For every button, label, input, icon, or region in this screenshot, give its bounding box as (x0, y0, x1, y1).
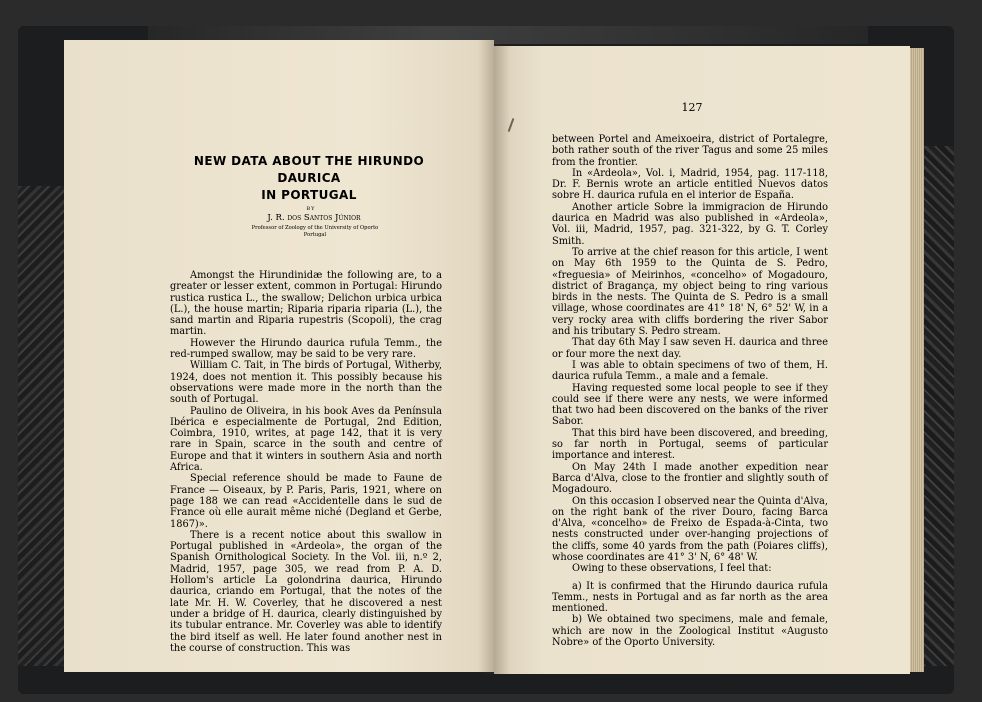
title-line-1: NEW DATA ABOUT THE HIRUNDO DAURICA (193, 154, 425, 185)
paragraph: Amongst the Hirundinidæ the following are, to a greater or lesser extent, common in Portugal: Hirundo rustica rustica L., the swallow; Delichon urbica urbica (L.), the house martin; Riparia riparia riparia (L.), the sand martin and Riparia rupestris (Scopoli), the crag martin. (170, 270, 442, 338)
paragraph: Special reference should be made to Faune de France — Oiseaux, by P. Paris, Paris, 1921, where on page 188 we can read «Accidentelle dans le sud de France où elle aurait même niché (Degland et Gerbe, 1867)». (170, 473, 442, 530)
page-number: 127 (681, 101, 703, 114)
right-body-text (552, 134, 828, 648)
author-name: J. R. dos Santos Júnior (267, 213, 361, 223)
paragraph: b) We obtained two specimens, male and female, which are now in the Zoological Institut «Augusto Nobre» of the Oporto University. (552, 614, 828, 649)
page-edges (910, 48, 924, 672)
paragraph: Owing to these observations, I feel that: (572, 563, 772, 575)
affiliation-line-2: Portugal (303, 232, 327, 238)
paragraph: To arrive at the chief reason for this article, I went on May 6th 1959 to the Quinta de S. Pedro, «freguesia» of Meirinhos, «concelho» of Mogadouro, district of Bragança, my object being to ring various birds in the nests. The Quinta de S. Pedro is a small village, whose coordinates are 41° 18' N, 6° 52' W, in a very rocky area with cliffs bordering the river Sabor and his tributary S. Pedro stream. (552, 246, 828, 338)
title-line-2: IN PORTUGAL (261, 188, 357, 202)
paragraph: That this bird have been discovered, and breeding, so far north in Portugal, seems of particular importance and interest. (552, 427, 828, 462)
paragraph: between Portel and Ameixoeira, district of Portalegre, both rather south of the river Tagus and some 25 miles from the frontier. (552, 134, 828, 168)
author-affiliation (210, 225, 420, 239)
paragraph: That day 6th May I saw seven H. daurica and three or four more the next day. (552, 337, 828, 360)
article-title (176, 153, 442, 204)
paragraph: There is a recent notice about this swallow in Portugal published in «Ardeola», the organ of the Spanish Ornithological Society. In the Vol. iii, n.º 2, Madrid, 1957, page 305, we read from P. A. D. Hollom's article La golondrina daurica, Hirundo daurica, criando em Portugal, that the notes of the late Mr. H. W. Coverley, that he discovered a nest under a bridge of H. daurica, clearly distinguished by its tubular entrance. Mr. Coverley was able to identify the bird itself as well. He later found another nest in the course of construction. This was (170, 529, 442, 654)
paragraph: a) It is confirmed that the Hirundo daurica rufula Temm., nests in Portugal and as far north as the area mentioned. (552, 580, 828, 615)
book-gutter (478, 40, 510, 674)
left-body-text (170, 270, 442, 654)
paragraph: I was able to obtain specimens of two of them, H. daurica rufula Temm., a male and a female. (552, 359, 828, 383)
paragraph: Having requested some local people to see if they could see if there were any nests, we were informed that two had been discovered on the banks of the river Sabor. (552, 382, 828, 428)
paragraph: On this occasion I observed near the Quinta d'Alva, on the right bank of the river Douro, facing Barca d'Alva, «concelho» de Freixo de Espada-à-Cinta, two nests constructed under over-hanging projections of the cliffs, some 40 yards from the path (Poiares cliffs), whose coordinates are 41° 3' N, 6° 48' W. (552, 495, 828, 563)
paragraph: William C. Tait, in The birds of Portugal, Witherby, 1924, does not mention it. This possibly because his observations were made more in the north than the south of Portugal. (170, 360, 442, 406)
paragraph: Another article Sobre la immigracion de Hirundo daurica en Madrid was also published in «Ardeola», Vol. iii, Madrid, 1957, pag. 321-322, by G. T. Corley Smith. (552, 201, 828, 247)
byline-label: BY (306, 206, 316, 212)
paragraph: On May 24th I made another expedition near Barca d'Alva, close to the frontier and slightly south of Mogadouro. (552, 461, 828, 496)
paragraph: Paulino de Oliveira, in his book Aves da Península Ibérica e especialmente de Portugal, 2nd Edition, Coimbra, 1910, writes, at page 142, that it is very rare in Spain, scarce in the south and centre of Europe and that it winters in southern Asia and north Africa. (170, 405, 442, 474)
paragraph: In «Ardeola», Vol. i, Madrid, 1954, pag. 117-118, Dr. F. Bernis wrote an article entitled Nuevos datos sobre H. daurica rufula en el interior de España. (552, 167, 828, 202)
paragraph: However the Hirundo daurica rufula Temm., the red-rumped swallow, may be said to be very rare. (170, 337, 442, 361)
affiliation-line-1: Professor of Zoology of the University of Oporto (251, 225, 379, 231)
